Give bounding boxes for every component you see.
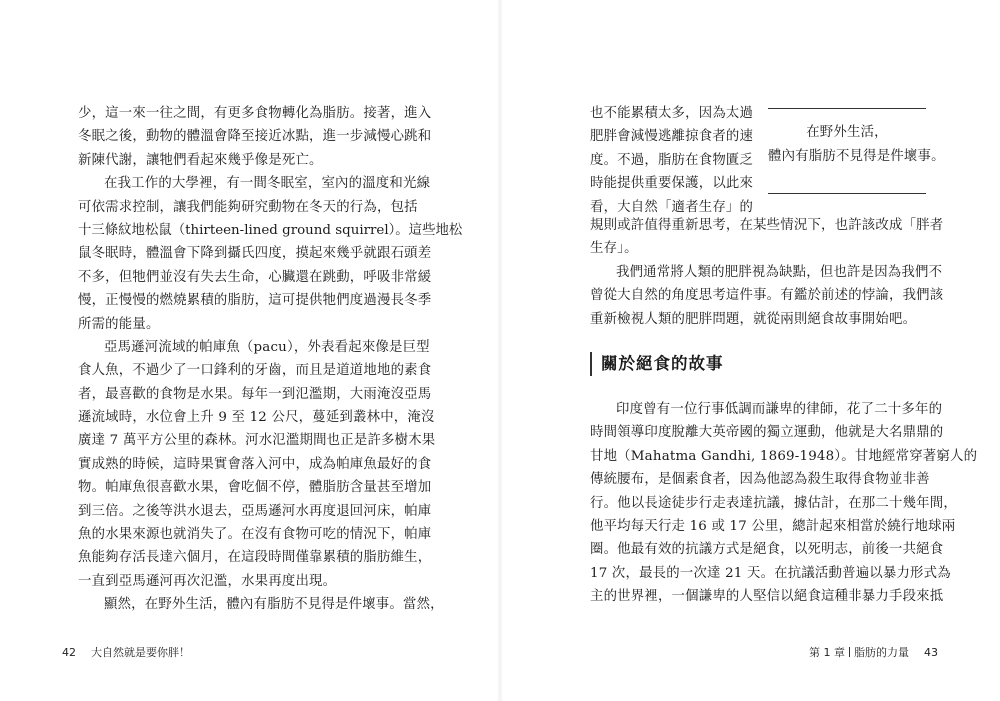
text-line: 度。不過，脂肪在食物匱乏: [590, 152, 754, 168]
page-number: 43: [924, 646, 938, 659]
text-line: 慢，正慢慢的燃燒累積的脂肪，這可提供牠們度過漫長冬季: [78, 293, 432, 309]
text-line: 廣達 7 萬平方公里的森林。河水氾濫期間也正是許多樹木果: [78, 433, 436, 449]
text-line: 所需的能量。: [78, 316, 160, 332]
text-line: 實成熟的時候，這時果實會落入河中，成為帕庫魚最好的食: [78, 456, 432, 472]
text-line: 傳統腰布，是個素食者，因為他認為殺生取得食物並非善: [590, 472, 930, 488]
text-line: 甘地（Mahatma Gandhi, 1869-1948）。甘地經常穿著窮人的: [590, 448, 978, 464]
page-gutter: [497, 0, 503, 701]
right-page-footer: [809, 646, 938, 660]
text-line: 到三倍。之後等洪水退去，亞馬遜河水再度退回河床，帕庫: [78, 503, 432, 519]
text-line: 顯然，在野外生活，體內有脂肪不見得是件壞事。當然，: [104, 597, 444, 613]
text-line: 肥胖會減慢逃離掠食者的速: [590, 129, 754, 145]
text-line: 遜流域時，水位會上升 9 至 12 公尺，蔓延到叢林中，淹沒: [78, 410, 435, 426]
text-line: 時能提供重要保護，以此來: [590, 176, 754, 192]
text-line: 規則或許值得重新思考，在某些情況下，也許該改成「胖者: [590, 218, 944, 233]
left-page-body: [78, 102, 463, 617]
running-title: 大自然就是要你胖！: [91, 646, 190, 659]
text-line: 重新檢視人類的肥胖問題，就從兩則絕食故事開始吧。: [590, 311, 917, 327]
text-line: 一直到亞馬遜河再次氾濫，水果再度出現。: [78, 573, 337, 589]
section-heading: 關於絕食的故事: [590, 352, 724, 376]
text-line: 我們通常將人類的肥胖視為缺點，但也許是因為我們不: [616, 264, 943, 280]
text-line: 圈。他最有效的抗議方式是絕食，以死明志，前後一共絕食: [590, 542, 944, 558]
section-body: [590, 398, 978, 609]
right-page-body: [590, 214, 944, 331]
text-line: 冬眠之後，動物的體溫會降至接近冰點，進一步減慢心跳和: [78, 129, 432, 145]
text-line: 時間領導印度脫離大英帝國的獨立運動，他就是大名鼎鼎的: [590, 425, 944, 441]
text-line: 印度曾有一位行事低調而謙卑的律師，花了二十多年的: [616, 402, 943, 417]
pull-quote-line: 在野外生活，: [806, 125, 888, 140]
text-line: 物。帕庫魚很喜歡水果，會吃個不停，體脂肪含量甚至增加: [78, 480, 432, 496]
text-line: 魚能夠存活長達六個月，在這段時間僅靠累積的脂肪維生，: [78, 550, 432, 566]
pull-quote-line: 體內有脂肪不見得是件壞事。: [768, 149, 945, 164]
text-line: 食人魚，不過少了一口鋒利的牙齒，而且是道道地地的素食: [78, 363, 432, 379]
text-line: 鼠冬眠時，體溫會下降到攝氏四度，摸起來幾乎就跟石頭差: [78, 246, 432, 262]
text-line: 可依需求控制，讓我們能夠研究動物在冬天的行為，包括: [78, 199, 418, 215]
footer-divider: [849, 647, 850, 657]
text-line: 他平均每天行走 16 或 17 公里，總計起來相當於繞行地球兩: [590, 518, 956, 534]
left-page-footer: [62, 646, 190, 660]
text-line: 不多，但牠們並沒有失去生命，心臟還在跳動，呼吸非常緩: [78, 269, 432, 285]
text-line: 也不能累積太多，因為太過: [590, 106, 754, 121]
text-line: 新陳代謝，讓牠們看起來幾乎像是死亡。: [78, 152, 323, 168]
chapter-label: 第 1 章: [809, 646, 845, 659]
text-line: 者，最喜歡的食物是水果。每年一到氾濫期，大雨淹沒亞馬: [78, 386, 432, 402]
page-number: 42: [62, 646, 76, 659]
text-line: 行。他以長途徒步行走表達抗議，據估計，在那二十幾年間，: [590, 495, 957, 511]
text-line: 生存」。: [590, 241, 638, 257]
text-line: 少，這一來一往之間，有更多食物轉化為脂肪。接著，進入: [78, 106, 432, 121]
right-page-narrow-column: [590, 102, 754, 219]
pull-quote: [768, 108, 945, 194]
text-line: 主的世界裡，一個謙卑的人堅信以絕食這種非暴力手段來抵: [590, 589, 944, 605]
text-line: 亞馬遜河流域的帕庫魚（pacu），外表看起來像是巨型: [104, 339, 430, 355]
chapter-title: 脂肪的力量: [854, 646, 909, 659]
text-line: 在我工作的大學裡，有一間冬眠室，室內的溫度和光線: [104, 176, 431, 192]
text-line: 17 次，最長的一次達 21 天。在抗議活動普遍以暴力形式為: [590, 565, 951, 581]
text-line: 魚的水果來源也就消失了。在沒有食物可吃的情況下，帕庫: [78, 527, 432, 543]
text-line: 看，大自然「適者生存」的: [590, 199, 754, 215]
text-line: 曾從大自然的角度思考這件事。有鑑於前述的悖論，我們該: [590, 288, 944, 304]
text-line: 十三條紋地松鼠（thirteen-lined ground squirrel）。這些地松: [78, 222, 463, 238]
